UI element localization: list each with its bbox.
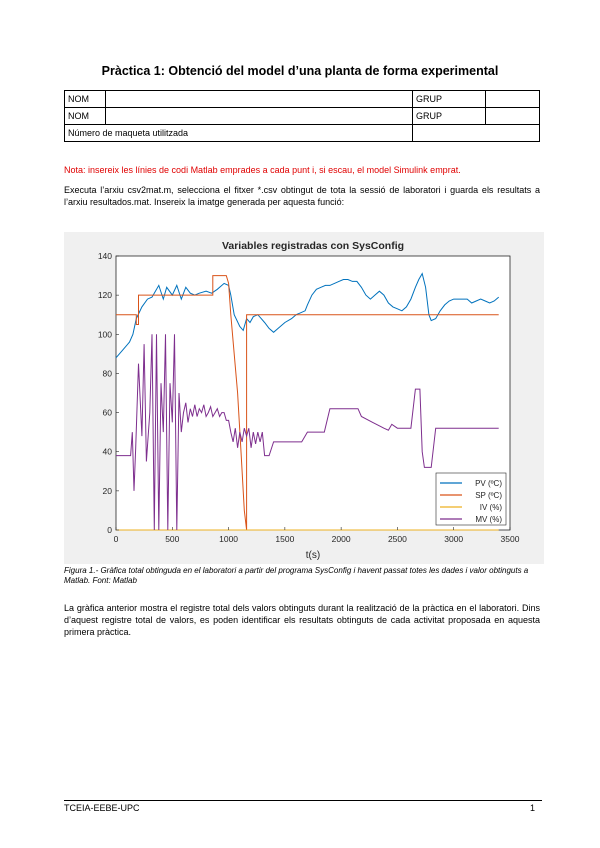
chart-title: Variables registradas con SysConfig (221, 240, 405, 252)
nom-label-1: NOM (65, 91, 106, 108)
nom-label-2: NOM (65, 108, 106, 125)
grup-label-2: GRUP (413, 108, 486, 125)
y-tick-label: 120 (97, 290, 112, 301)
footer-divider (64, 800, 542, 801)
x-tick-label: 3000 (444, 534, 464, 544)
footer-left: TCEIA-EEBE-UPC (64, 803, 140, 813)
grup-field-1[interactable] (486, 91, 540, 108)
legend-label-0: PV (ºC) (475, 479, 502, 488)
legend-label-1: SP (ºC) (475, 491, 502, 500)
y-tick-label: 40 (102, 446, 112, 457)
x-tick-label: 1500 (275, 534, 295, 544)
y-tick-label: 100 (97, 329, 112, 340)
legend-label-2: IV (%) (479, 503, 502, 512)
maqueta-field[interactable] (413, 125, 540, 142)
red-note: Nota: insereix les línies de codi Matlab emprades a cada punt i, si escau, el model Simulink emprat. (64, 165, 461, 175)
student-info-table (64, 90, 540, 142)
x-tick-label: 0 (113, 534, 119, 544)
y-tick-label: 60 (102, 407, 112, 418)
x-tick-label: 2500 (387, 534, 407, 544)
chart-svg (64, 232, 544, 564)
nom-field-2[interactable] (106, 108, 413, 125)
y-tick-label: 140 (97, 251, 112, 261)
page-number: 1 (530, 803, 536, 813)
x-tick-label: 1000 (219, 534, 239, 544)
y-tick-label: 0 (107, 525, 112, 535)
figure-caption: Figura 1.- Gràfica total obtinguda en el laboratori a partir del programa SysConfig i havent passat totes les dades i valor obtinguts a Matlab. Font: Matlab (64, 566, 529, 585)
maqueta-label: Número de maqueta utilitzada (65, 125, 413, 142)
y-tick-label: 80 (102, 368, 112, 379)
nom-field-1[interactable] (106, 91, 413, 108)
x-tick-label: 3500 (500, 534, 520, 544)
y-tick-label: 20 (102, 485, 112, 496)
matlab-figure (64, 232, 544, 564)
grup-label-1: GRUP (413, 91, 486, 108)
chart-legend (436, 473, 506, 525)
instruction-paragraph: Executa l’arxiu csv2mat.m, selecciona el fitxer *.csv obtingut de tota la sessió de laboratori i guarda els resultats a l’arxiu resultados.mat. Insereix la imatge generada per aquesta funció: (64, 185, 540, 207)
legend-label-3: MV (%) (475, 515, 502, 524)
chart-xlabel: t(s) (305, 550, 321, 561)
page-title: Pràctica 1: Obtenció del model d’una planta de forma experimental (101, 64, 499, 78)
x-tick-label: 500 (165, 534, 180, 544)
body-paragraph: La gràfica anterior mostra el registre total dels valors obtinguts durant la realització de la pràctica en el laboratori. Dins d’aquest registre total de valors, es poden identificar els resultats obtinguts de cada activitat proposada en aquesta primera pràctica. (64, 603, 540, 637)
x-tick-label: 2000 (331, 534, 351, 544)
grup-field-2[interactable] (486, 108, 540, 125)
